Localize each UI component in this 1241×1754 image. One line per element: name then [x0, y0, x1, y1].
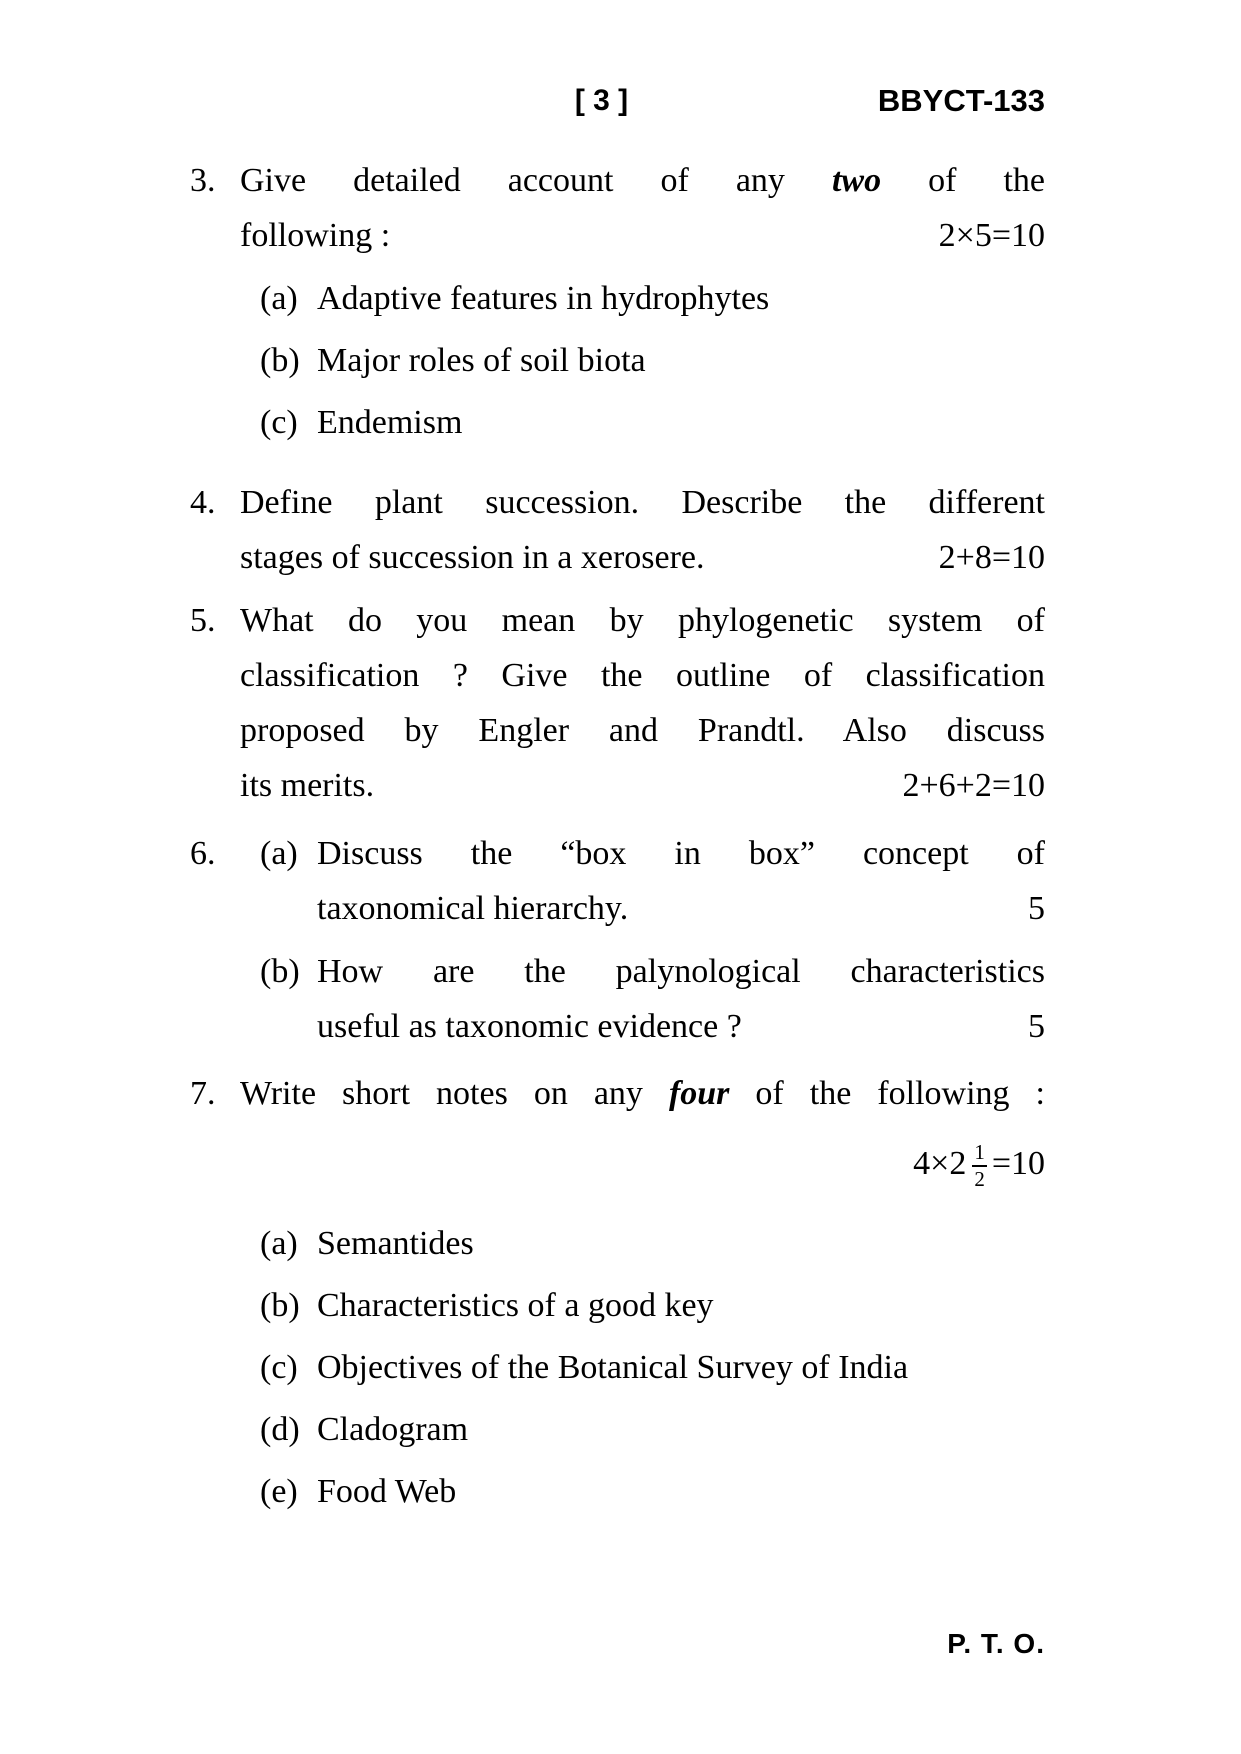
- sub-item-text: Major roles of soil biota: [317, 342, 646, 379]
- fraction-denominator: 2: [974, 1167, 985, 1191]
- sub-item-label: (c): [260, 404, 298, 441]
- sub-item: [260, 1464, 1045, 1519]
- question-line: [240, 530, 1045, 585]
- question-number: 7.: [190, 1075, 216, 1112]
- question-text: following :: [240, 217, 391, 254]
- question-7: [190, 1066, 1045, 1519]
- question-line: Define plant succession. Describe the different: [240, 484, 1045, 521]
- sub-item-text: Adaptive features in hydrophytes: [317, 280, 770, 317]
- sub-item-text: Food Web: [317, 1473, 457, 1510]
- sub-item-label: (b): [260, 1287, 300, 1324]
- sub-item-text: Endemism: [317, 404, 463, 441]
- sub-item-label: (e): [260, 1473, 298, 1510]
- question-line: [240, 208, 1045, 263]
- sub-item: [260, 1278, 1045, 1333]
- marks-value: 2+8=10: [938, 539, 1045, 576]
- question-6: [190, 826, 1045, 1054]
- question-line: [240, 1066, 1045, 1121]
- sub-item-label: (d): [260, 1411, 300, 1448]
- sub-item-text: Cladogram: [317, 1411, 469, 1448]
- sub-item: [260, 271, 1045, 326]
- sub-item: [260, 1402, 1045, 1457]
- sub-question-a: [260, 826, 1045, 936]
- formula-prefix: 4×: [913, 1145, 950, 1182]
- question-number: 3.: [190, 162, 216, 199]
- question-line: What do you mean by phylogenetic system of: [240, 602, 1045, 639]
- question-line: [240, 153, 1045, 208]
- sub-item-text: Semantides: [317, 1225, 474, 1262]
- sub-question-b: [260, 944, 1045, 1054]
- question-number: 5.: [190, 602, 216, 639]
- question-text: Write short notes on any: [240, 1075, 669, 1112]
- marks-formula: [240, 1125, 1045, 1203]
- fraction-numerator: 1: [972, 1141, 987, 1167]
- question-line: [317, 999, 1045, 1054]
- questions-area: [190, 153, 1045, 1519]
- marks-value: 2×5=10: [938, 217, 1045, 254]
- question-5: [190, 593, 1045, 813]
- question-text: Give detailed account of any: [240, 162, 832, 199]
- formula-whole-number: 2: [949, 1145, 967, 1182]
- sub-item-label: (a): [260, 1225, 298, 1262]
- marks-value: 5: [1028, 890, 1045, 927]
- question-text: useful as taxonomic evidence ?: [317, 1008, 742, 1045]
- sub-item-label: (b): [260, 342, 300, 379]
- emphasis-word: two: [831, 162, 882, 199]
- marks-value: 5: [1028, 1008, 1045, 1045]
- sub-item-label: (c): [260, 1349, 298, 1386]
- question-text: taxonomical hierarchy.: [317, 890, 629, 927]
- sub-item: [260, 1340, 1045, 1395]
- sub-item-label: (b): [260, 953, 300, 990]
- question-3: [190, 153, 1045, 450]
- question-number: 4.: [190, 484, 216, 521]
- question-line: Discuss the “box in box” concept of: [317, 835, 1045, 872]
- page-turn-over-label: P. T. O.: [947, 1628, 1045, 1659]
- sub-item: [260, 333, 1045, 388]
- question-text: stages of succession in a xerosere.: [240, 539, 705, 576]
- sub-item: [260, 1216, 1045, 1271]
- fraction: [972, 1141, 987, 1191]
- question-line: [317, 881, 1045, 936]
- question-line: classification ? Give the outline of classification: [240, 657, 1045, 694]
- emphasis-word: four: [668, 1075, 730, 1112]
- question-line: [240, 758, 1045, 813]
- page-header: [190, 84, 1045, 124]
- question-line: How are the palynological characteristics: [317, 953, 1045, 990]
- question-text: of the following :: [729, 1075, 1045, 1112]
- question-4: [190, 475, 1045, 585]
- question-line: proposed by Engler and Prandtl. Also discuss: [240, 712, 1045, 749]
- marks-value: 2+6+2=10: [902, 767, 1045, 804]
- sub-item-text: Objectives of the Botanical Survey of India: [317, 1349, 909, 1386]
- question-text: of the: [881, 162, 1046, 199]
- sub-item-label: (a): [260, 835, 298, 872]
- page-number: [ 3 ]: [574, 84, 629, 117]
- sub-item: [260, 395, 1045, 450]
- question-number: 6.: [190, 835, 216, 872]
- sub-item-label: (a): [260, 280, 298, 317]
- formula-suffix: =10: [991, 1145, 1045, 1182]
- question-text: its merits.: [240, 767, 375, 804]
- sub-item-text: Characteristics of a good key: [317, 1287, 714, 1324]
- paper-code: BBYCT-133: [877, 83, 1045, 118]
